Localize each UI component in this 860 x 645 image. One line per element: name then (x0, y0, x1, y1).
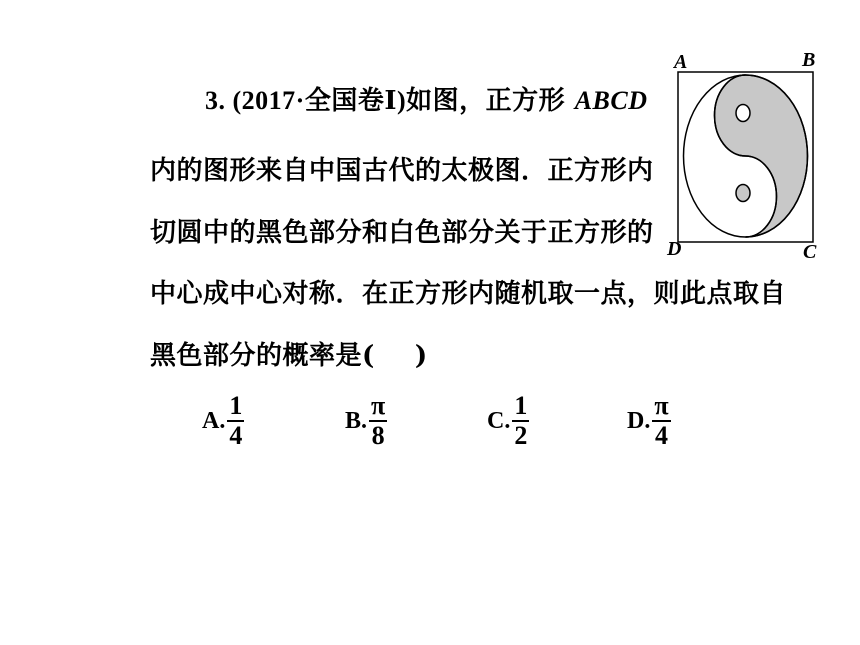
option-b-numerator: π (371, 391, 386, 420)
option-d-numerator: π (654, 391, 669, 420)
option-c-fraction (512, 392, 529, 450)
question-line-5 (150, 335, 428, 372)
question-line-3: 切圆中的黑色部分和白色部分关于正方形的 (150, 218, 654, 248)
shaded-dot (736, 185, 750, 202)
question-line-5-end: ) (414, 341, 428, 371)
question-line-5-start: 黑色部分的概率是( (150, 341, 375, 371)
question-line-2: 内的图形来自中国古代的太极图．正方形内 (150, 156, 654, 186)
option-d-denominator: 4 (654, 421, 668, 450)
question-line-1-text: 如图，正方形 (406, 86, 575, 116)
question-line-4: 中心成中心对称．在正方形内随机取一点，则此点取自 (150, 279, 787, 309)
question-line-1 (205, 80, 648, 117)
option-b-fraction (369, 392, 387, 450)
vertex-a-label: A (674, 51, 688, 73)
vertex-c-label: C (803, 241, 817, 263)
option-b-label: B. (345, 407, 368, 434)
square-name: ABCD (574, 86, 648, 115)
taiji-figure (665, 50, 825, 265)
option-d[interactable] (627, 392, 671, 450)
option-d-label: D. (627, 407, 651, 434)
option-a-denominator: 4 (229, 421, 243, 450)
option-c-denominator: 2 (514, 421, 528, 450)
option-c[interactable] (487, 392, 529, 450)
white-dot (736, 105, 750, 122)
option-c-numerator: 1 (514, 391, 528, 420)
question-source: 3. (2017·全国卷Ⅰ) (205, 86, 407, 115)
option-a[interactable] (202, 392, 244, 450)
option-a-fraction (227, 392, 244, 450)
option-d-fraction (652, 392, 670, 450)
option-b-denominator: 8 (371, 421, 385, 450)
vertex-d-label: D (667, 238, 682, 260)
option-a-numerator: 1 (229, 391, 243, 420)
option-a-label: A. (202, 407, 226, 434)
option-b[interactable] (345, 392, 387, 450)
option-c-label: C. (487, 407, 511, 434)
vertex-b-label: B (802, 50, 816, 71)
